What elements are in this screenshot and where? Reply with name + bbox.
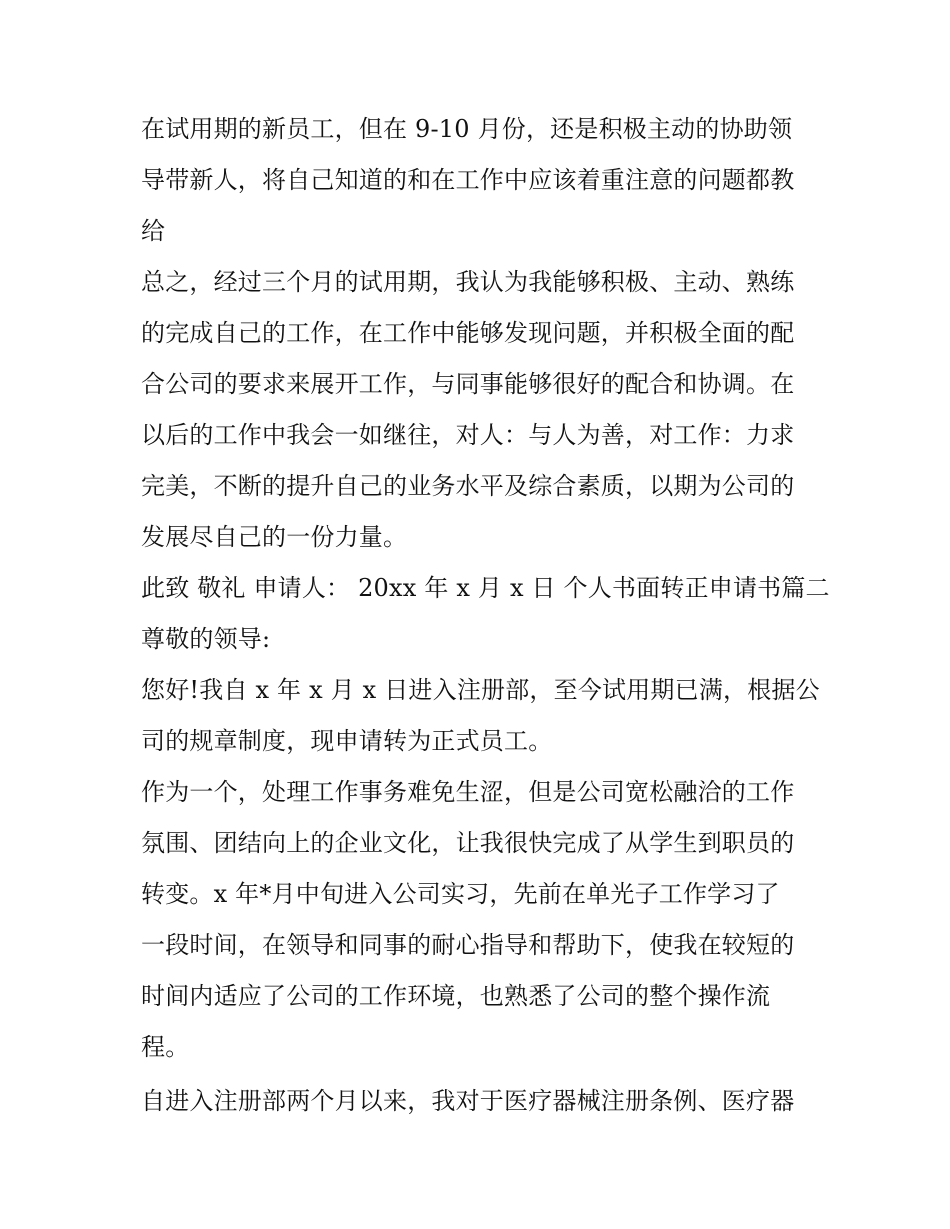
paragraph-4 xyxy=(141,665,820,767)
text-line: 给 xyxy=(141,217,166,245)
text-line: 导带新人，将自己知道的和在工作中应该着重注意的问题都教 xyxy=(141,166,795,194)
text-line: 的完成自己的工作，在工作中能够发现问题，并积极全面的配 xyxy=(141,319,795,347)
text-line: 尊敬的领导: xyxy=(141,625,271,653)
text-line: 以后的工作中我会一如继往，对人：与人为善，对工作：力求 xyxy=(141,421,795,449)
text-line: 发展尽自己的一份力量。 xyxy=(141,523,408,551)
text-line: 程。 xyxy=(141,1033,190,1061)
text-line: 司的规章制度，现申请转为正式员工。 xyxy=(141,727,553,755)
text-line: 在试用期的新员工，但在 9-10 月份，还是积极主动的协助领 xyxy=(141,115,793,143)
text-line: 总之，经过三个月的试用期，我认为我能够积极、主动、熟练 xyxy=(141,268,795,296)
paragraph-1 xyxy=(141,104,813,257)
text-line: 此致 敬礼 申请人： 20xx 年 x 月 x 日 个人书面转正申请书篇二 xyxy=(141,574,830,602)
paragraph-3 xyxy=(141,563,830,665)
text-line: 转变。x 年*月中旬进入公司实习，先前在单光子工作学习了 xyxy=(141,880,780,908)
text-line: 您好!我自 x 年 x 月 x 日进入注册部，至今试用期已满，根据公 xyxy=(141,676,820,704)
text-line: 作为一个，处理工作事务难免生涩，但是公司宽松融洽的工作 xyxy=(141,778,795,806)
document-body xyxy=(141,104,830,1127)
paragraph-2 xyxy=(141,257,813,563)
text-line: 时间内适应了公司的工作环境，也熟悉了公司的整个操作流 xyxy=(141,982,771,1010)
text-line: 完美，不断的提升自己的业务水平及综合素质，以期为公司的 xyxy=(141,472,795,500)
paragraph-5 xyxy=(141,767,813,1073)
text-line: 一段时间，在领导和同事的耐心指导和帮助下，使我在较短的 xyxy=(141,931,795,959)
text-line: 自进入注册部两个月以来，我对于医疗器械注册条例、医疗器 xyxy=(141,1087,795,1115)
text-line: 氛围、团结向上的企业文化，让我很快完成了从学生到职员的 xyxy=(141,829,795,857)
text-line: 合公司的要求来展开工作，与同事能够很好的配合和协调。在 xyxy=(141,370,795,398)
paragraph-6 xyxy=(141,1076,813,1127)
